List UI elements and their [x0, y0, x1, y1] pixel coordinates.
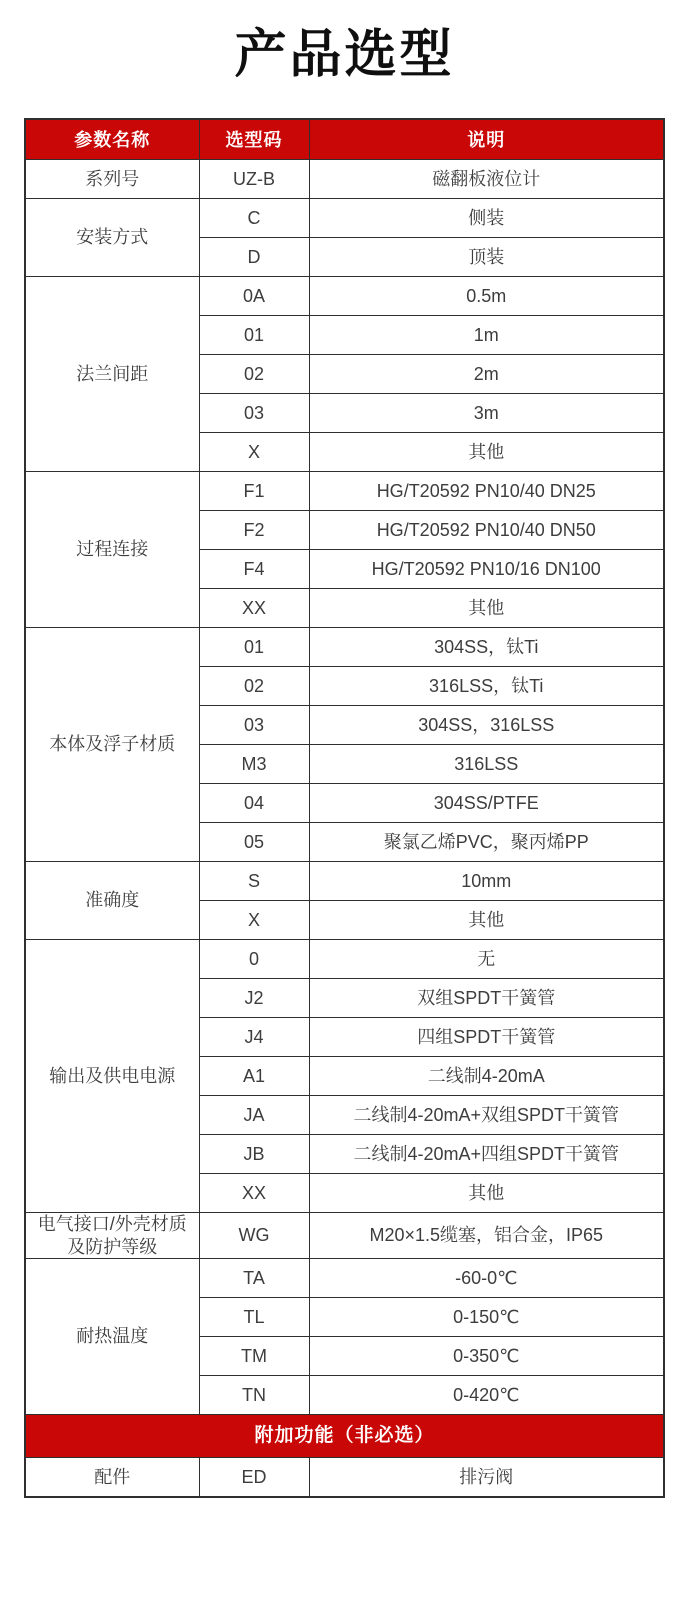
- description-cell: 双组SPDT干簧管: [309, 979, 664, 1018]
- page-title: 产品选型: [234, 26, 455, 84]
- description-cell: 304SS/PTFE: [309, 784, 664, 823]
- selection-code-cell: 01: [199, 628, 309, 667]
- table-row: [25, 277, 664, 316]
- selection-code-cell: UZ-B: [199, 160, 309, 199]
- param-name-cell: 配件: [25, 1458, 199, 1497]
- selection-code-cell: C: [199, 199, 309, 238]
- description-cell: 二线制4-20mA+四组SPDT干簧管: [309, 1135, 664, 1174]
- description-cell: 2m: [309, 355, 664, 394]
- description-cell: 其他: [309, 589, 664, 628]
- description-cell: 10mm: [309, 862, 664, 901]
- selection-code-cell: M3: [199, 745, 309, 784]
- description-cell: 其他: [309, 901, 664, 940]
- description-cell: HG/T20592 PN10/40 DN25: [309, 472, 664, 511]
- description-cell: 四组SPDT干簧管: [309, 1018, 664, 1057]
- product-selection-table: [24, 118, 665, 1498]
- description-cell: 其他: [309, 433, 664, 472]
- description-cell: 顶装: [309, 238, 664, 277]
- selection-code-cell: 02: [199, 355, 309, 394]
- selection-code-cell: 05: [199, 823, 309, 862]
- selection-code-cell: J4: [199, 1018, 309, 1057]
- description-cell: 侧装: [309, 199, 664, 238]
- selection-table-body: [25, 160, 664, 1497]
- selection-code-cell: 03: [199, 706, 309, 745]
- description-cell: 316LSS，钛Ti: [309, 667, 664, 706]
- description-cell: -60-0℃: [309, 1259, 664, 1298]
- description-cell: HG/T20592 PN10/40 DN50: [309, 511, 664, 550]
- selection-code-cell: S: [199, 862, 309, 901]
- section-band-label: 附加功能（非必选）: [25, 1415, 664, 1458]
- param-name-cell: 过程连接: [25, 472, 199, 628]
- selection-code-cell: X: [199, 901, 309, 940]
- description-cell: 304SS，316LSS: [309, 706, 664, 745]
- table-header: [25, 119, 664, 160]
- selection-code-cell: A1: [199, 1057, 309, 1096]
- description-cell: 0-150℃: [309, 1298, 664, 1337]
- param-name-cell: 耐热温度: [25, 1259, 199, 1415]
- param-name-cell: 本体及浮子材质: [25, 628, 199, 862]
- selection-code-cell: J2: [199, 979, 309, 1018]
- selection-code-cell: XX: [199, 589, 309, 628]
- selection-code-cell: 02: [199, 667, 309, 706]
- description-cell: 二线制4-20mA: [309, 1057, 664, 1096]
- param-name-cell: 准确度: [25, 862, 199, 940]
- section-band-row: [25, 1415, 664, 1458]
- description-cell: 排污阀: [309, 1458, 664, 1497]
- selection-code-cell: F2: [199, 511, 309, 550]
- selection-code-cell: F1: [199, 472, 309, 511]
- selection-code-cell: X: [199, 433, 309, 472]
- selection-code-cell: JA: [199, 1096, 309, 1135]
- selection-code-cell: WG: [199, 1213, 309, 1259]
- param-name-cell: 系列号: [25, 160, 199, 199]
- description-cell: 0-350℃: [309, 1337, 664, 1376]
- selection-code-cell: TM: [199, 1337, 309, 1376]
- description-cell: 316LSS: [309, 745, 664, 784]
- table-row: [25, 472, 664, 511]
- header-cell-param-name: 参数名称: [25, 119, 199, 160]
- description-cell: 3m: [309, 394, 664, 433]
- description-cell: 其他: [309, 1174, 664, 1213]
- table-row: [25, 160, 664, 199]
- selection-code-cell: D: [199, 238, 309, 277]
- table-row: [25, 1458, 664, 1497]
- table-row: [25, 1259, 664, 1298]
- table-header-row: [25, 119, 664, 160]
- description-cell: 304SS，钛Ti: [309, 628, 664, 667]
- description-cell: HG/T20592 PN10/16 DN100: [309, 550, 664, 589]
- header-cell-description: 说明: [309, 119, 664, 160]
- selection-code-cell: F4: [199, 550, 309, 589]
- selection-code-cell: 0A: [199, 277, 309, 316]
- description-cell: 磁翻板液位计: [309, 160, 664, 199]
- param-name-cell: 电气接口/外壳材质及防护等级: [25, 1213, 199, 1259]
- description-cell: 0-420℃: [309, 1376, 664, 1415]
- selection-code-cell: TN: [199, 1376, 309, 1415]
- table-row: [25, 940, 664, 979]
- selection-code-cell: 01: [199, 316, 309, 355]
- description-cell: 0.5m: [309, 277, 664, 316]
- description-cell: 二线制4-20mA+双组SPDT干簧管: [309, 1096, 664, 1135]
- table-row: [25, 862, 664, 901]
- table-row: [25, 628, 664, 667]
- selection-code-cell: 04: [199, 784, 309, 823]
- selection-code-cell: XX: [199, 1174, 309, 1213]
- header-cell-selection-code: 选型码: [199, 119, 309, 160]
- description-cell: 聚氯乙烯PVC，聚丙烯PP: [309, 823, 664, 862]
- selection-code-cell: JB: [199, 1135, 309, 1174]
- table-row: [25, 199, 664, 238]
- selection-code-cell: ED: [199, 1458, 309, 1497]
- param-name-cell: 法兰间距: [25, 277, 199, 472]
- param-name-cell: 输出及供电电源: [25, 940, 199, 1213]
- product-selection-page: [0, 22, 689, 1498]
- description-cell: 1m: [309, 316, 664, 355]
- selection-code-cell: 03: [199, 394, 309, 433]
- description-cell: M20×1.5缆塞，铝合金，IP65: [309, 1213, 664, 1259]
- selection-code-cell: TL: [199, 1298, 309, 1337]
- param-name-cell: 安装方式: [25, 199, 199, 277]
- table-row: [25, 1213, 664, 1259]
- selection-code-cell: 0: [199, 940, 309, 979]
- selection-code-cell: TA: [199, 1259, 309, 1298]
- description-cell: 无: [309, 940, 664, 979]
